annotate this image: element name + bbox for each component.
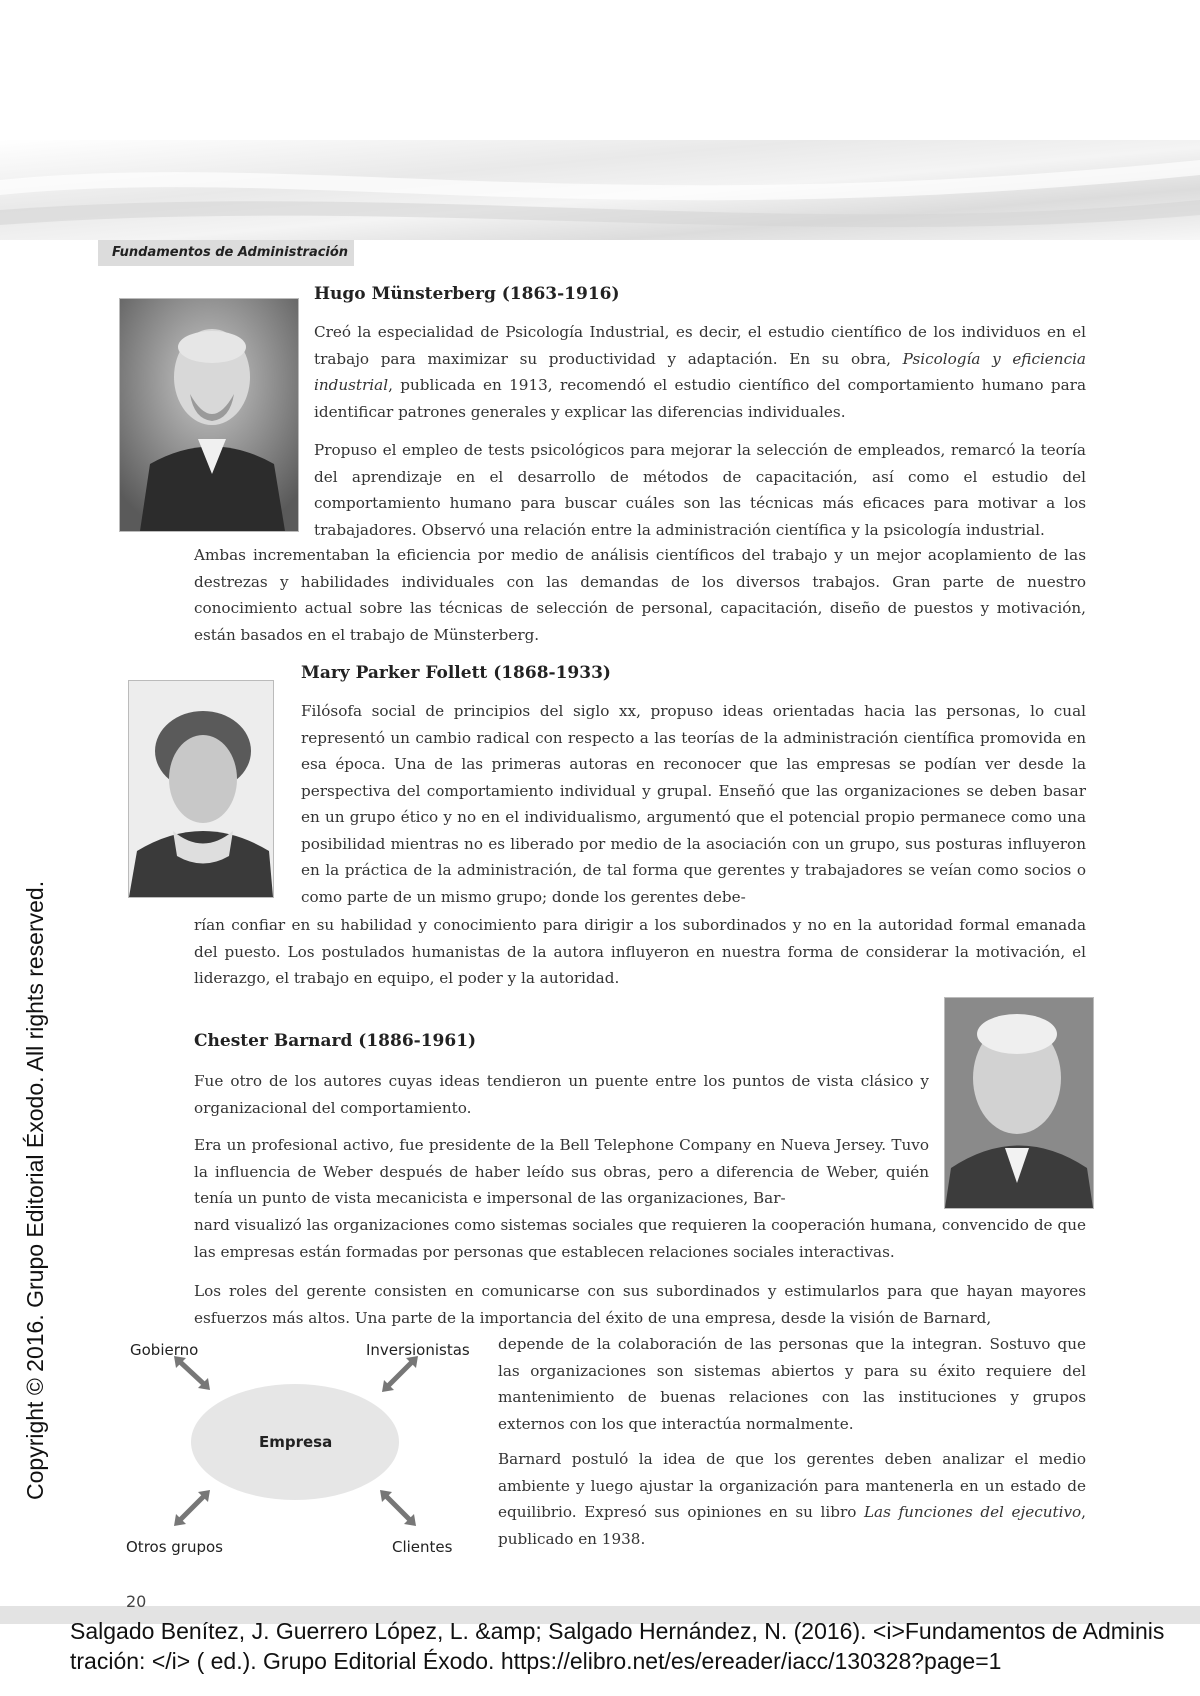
follett-paragraph-1: Filósofa social de principios del siglo xx, propuso ideas orientadas hacia las personas, lo cual representó un cambio radical con respecto a las teorías de la administración científica promovida en esa época. Una de las primeras autoras en reconocer que las empresas se podían ver desde la perspectiva del comportamiento individual y grupal. Enseñó que las organizaciones se deben basar en un grupo ético y no en el individualismo, argumentó que el potencial propio permanece como una posibilidad mientras no es liberado por medio de la asociación con un grupo, sus posturas influyeron en la práctica de la administración, de tal forma que gerentes y trabajadores se veían como socios o como parte de un mismo grupo; donde los gerentes debe-	[301, 702, 1086, 906]
follett-paragraph-2: rían confiar en su habilidad y conocimiento para dirigir a los subordinados y no en la autoridad formal emanada del puesto. Los postulados humanistas de la autora influyeron en nuestra forma de considerar la motivación, el liderazgo, el trabajo en equipo, el poder y la autoridad.	[194, 916, 1086, 987]
page-number: 20	[126, 1592, 147, 1611]
barnard-paragraph-4: Los roles del gerente consisten en comunicarse con sus subordinados y estimularlos para que hayan mayores esfuerzos más altos. Una parte de la importancia del éxito de una empresa, desde la visión de Barnard,	[194, 1282, 1086, 1327]
follett-photo	[128, 680, 274, 898]
arrow-bottom-right	[380, 1490, 416, 1526]
diagram-label-inversionistas: Inversionistas	[366, 1341, 470, 1359]
follett-title: Mary Parker Follett (1868-1933)	[301, 663, 611, 683]
section-label: Fundamentos de Administración	[98, 240, 354, 266]
munsterberg-title: Hugo Münsterberg (1863-1916)	[314, 284, 620, 304]
diagram-label-clientes: Clientes	[392, 1538, 453, 1556]
munsterberg-photo	[119, 298, 299, 532]
barnard-book-title: Las funciones del ejecutivo	[863, 1503, 1082, 1521]
barnard-p6-text-end: , publicado en 1938.	[498, 1503, 1086, 1548]
citation-line-2: tración: </i> ( ed.). Grupo Editorial Éxodo. https://elibro.net/es/ereader/iacc/130328?page=1	[70, 1648, 1002, 1674]
side-copyright: Copyright © 2016. Grupo Editorial Éxodo. All rights reserved.	[22, 880, 48, 1500]
arrow-top-right	[382, 1356, 418, 1392]
barnard-paragraph-1: Fue otro de los autores cuyas ideas tendieron un puente entre los puntos de vista clásico y organizacional del comportamiento.	[194, 1072, 929, 1117]
barnard-photo	[944, 997, 1094, 1209]
arrow-top-left	[174, 1356, 210, 1390]
barnard-paragraph-5: depende de la colaboración de las personas que la integran. Sostuvo que las organizaciones son sistemas abiertos y para su éxito requiere del mantenimiento de buenas relaciones con las instituciones y grupos externos con los que interactúa normalmente.	[498, 1335, 1086, 1433]
arrow-bottom-left	[174, 1490, 210, 1526]
barnard-title: Chester Barnard (1886-1961)	[194, 1031, 477, 1051]
header-swoosh	[0, 140, 1200, 240]
diagram-label-gobierno: Gobierno	[130, 1341, 199, 1359]
munsterberg-p1-text: Creó la especialidad de Psicología Industrial, es decir, el estudio científico de los individuos en el trabajo para maximizar su productividad y adaptación. En su obra,	[314, 323, 1086, 368]
barnard-p6-text: Barnard postuló la idea de que los gerentes deben analizar el medio ambiente y luego ajustar la organización para mantenerla en un estado de equilibrio. Expresó sus opiniones en su libro	[498, 1450, 1086, 1521]
diagram-label-empresa: Empresa	[259, 1433, 333, 1451]
barnard-paragraph-2: Era un profesional activo, fue presidente de la Bell Telephone Company en Nueva Jersey. Tuvo la influencia de Weber después de haber leído sus obras, pero a diferencia de Weber, quién tenía un punto de vista mecanicista e impersonal de las organizaciones, Bar-	[194, 1136, 929, 1207]
barnard-paragraph-6	[498, 1446, 1086, 1552]
munsterberg-paragraph-2: Propuso el empleo de tests psicológicos para mejorar la selección de empleados, remarcó la teoría del aprendizaje en el desarrollo de métodos de capacitación, así como el estudio del comportamiento humano para buscar cuáles son las técnicas más eficaces para motivar a los trabajadores. Observó una relación entre la administración científica y la psicología industrial.	[314, 441, 1086, 539]
diagram-label-otros-grupos: Otros grupos	[126, 1538, 223, 1556]
munsterberg-paragraph-1	[314, 319, 1086, 425]
barnard-paragraph-3: nard visualizó las organizaciones como sistemas sociales que requieren la cooperación humana, convencido de que las empresas están formadas por personas que establecen relaciones sociales interactivas.	[194, 1216, 1086, 1261]
munsterberg-book-title: Psicología y eficiencia industrial	[314, 349, 1086, 394]
citation-line-1: Salgado Benítez, J. Guerrero López, L. &amp; Salgado Hernández, N. (2016). <i>Fundamentos de Adminis	[70, 1618, 1165, 1644]
munsterberg-p1-text-end: , publicada en 1913, recomendó el estudio científico del comportamiento humano para identificar patrones generales y explicar las diferencias individuales.	[314, 376, 1086, 421]
munsterberg-paragraph-3: Ambas incrementaban la eficiencia por medio de análisis científicos del trabajo y un mejor acoplamiento de las destrezas y habilidades individuales con las demandas de los diversos trabajos. Gran parte de nuestro conocimiento actual sobre las técnicas de selección de personal, capacitación, diseño de puestos y motivación, están basados en el trabajo de Münsterberg.	[194, 546, 1086, 644]
